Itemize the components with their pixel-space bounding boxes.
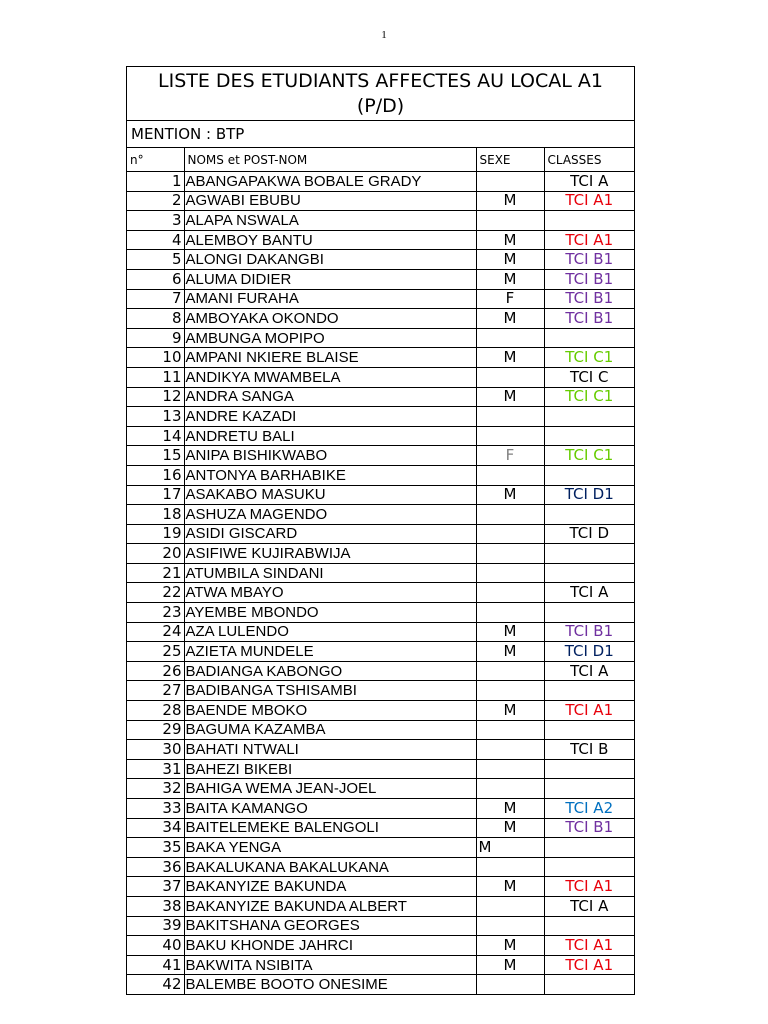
table-row [127,818,634,838]
title-line-1: LISTE DES ETUDIANTS AFFECTES AU LOCAL A1 [158,70,603,92]
student-name: ATWA MBAYO [184,583,476,603]
student-sex [476,896,544,916]
student-sex [476,563,544,583]
student-class [544,857,634,877]
student-sex: F [476,446,544,466]
student-name: AYEMBE MBONDO [184,603,476,623]
student-class: TCI D1 [544,485,634,505]
table-row [127,681,634,701]
student-sex: M [476,622,544,642]
table-row [127,759,634,779]
student-name: ANDIKYA MWAMBELA [184,367,476,387]
row-number: 11 [127,367,184,387]
student-name: ALONGI DAKANGBI [184,250,476,270]
student-class: TCI A [544,661,634,681]
student-class: TCI D1 [544,642,634,662]
row-number: 33 [127,799,184,819]
student-sex [476,524,544,544]
row-number: 12 [127,387,184,407]
row-number: 3 [127,211,184,231]
student-class: TCI C1 [544,348,634,368]
table-row [127,661,634,681]
student-name: ALEMBOY BANTU [184,230,476,250]
student-class [544,505,634,525]
student-class [544,720,634,740]
student-sex [476,583,544,603]
student-class: TCI A1 [544,936,634,956]
student-class [544,544,634,564]
student-name: ANIPA BISHIKWABO [184,446,476,466]
student-class: TCI A1 [544,230,634,250]
mention-label: MENTION : BTP [127,121,634,148]
row-number: 9 [127,328,184,348]
student-class: TCI A1 [544,877,634,897]
row-number: 30 [127,740,184,760]
table-row [127,348,634,368]
table-row [127,740,634,760]
table-row [127,505,634,525]
student-class [544,779,634,799]
student-sex [476,603,544,623]
student-sex: M [476,701,544,721]
student-name: BADIBANGA TSHISAMBI [184,681,476,701]
row-number: 41 [127,955,184,975]
student-sex [476,916,544,936]
row-number: 16 [127,465,184,485]
student-sex [476,505,544,525]
row-number: 25 [127,642,184,662]
student-class: TCI B [544,740,634,760]
student-sex [476,426,544,446]
student-name: BAITA KAMANGO [184,799,476,819]
header-classes: CLASSES [544,148,634,172]
row-number: 15 [127,446,184,466]
student-sex: M [476,818,544,838]
row-number: 6 [127,269,184,289]
student-sex [476,740,544,760]
student-class: TCI B1 [544,622,634,642]
title-line-2: (P/D) [356,95,405,117]
row-number: 10 [127,348,184,368]
header-sex: SEXE [476,148,544,172]
row-number: 38 [127,896,184,916]
student-sex [476,779,544,799]
table-row [127,407,634,427]
table-header-row [127,148,634,172]
row-number: 36 [127,857,184,877]
row-number: 40 [127,936,184,956]
student-sex [476,328,544,348]
student-sex: M [476,642,544,662]
table-row [127,799,634,819]
header-num: n° [127,148,184,172]
student-class: TCI B1 [544,250,634,270]
row-number: 34 [127,818,184,838]
row-number: 19 [127,524,184,544]
row-number: 37 [127,877,184,897]
student-class: TCI B1 [544,818,634,838]
row-number: 29 [127,720,184,740]
row-number: 7 [127,289,184,309]
student-name: BAHIGA WEMA JEAN-JOEL [184,779,476,799]
student-name: BAKWITA NSIBITA [184,955,476,975]
student-sex [476,544,544,564]
table-row [127,269,634,289]
student-name: BAKANYIZE BAKUNDA ALBERT [184,896,476,916]
student-sex [476,661,544,681]
row-number: 5 [127,250,184,270]
student-sex [476,172,544,192]
student-name: ATUMBILA SINDANI [184,563,476,583]
student-class: TCI B1 [544,309,634,329]
student-name: ANDRETU BALI [184,426,476,446]
table-row [127,446,634,466]
student-class [544,603,634,623]
table-row [127,720,634,740]
student-sex: M [476,936,544,956]
row-number: 39 [127,916,184,936]
student-class [544,465,634,485]
row-number: 24 [127,622,184,642]
row-number: 32 [127,779,184,799]
table-row [127,955,634,975]
student-class: TCI B1 [544,269,634,289]
row-number: 4 [127,230,184,250]
student-sex [476,211,544,231]
student-sex [476,975,544,994]
student-name: BAKALUKANA BAKALUKANA [184,857,476,877]
student-sex [476,857,544,877]
student-class [544,916,634,936]
table-row [127,465,634,485]
row-number: 35 [127,838,184,858]
row-number: 26 [127,661,184,681]
student-name: BALEMBE BOOTO ONESIME [184,975,476,994]
table-row [127,857,634,877]
table-row [127,916,634,936]
row-number: 31 [127,759,184,779]
page-number: 1 [381,29,387,41]
table-row [127,367,634,387]
student-class [544,426,634,446]
student-class [544,563,634,583]
student-class: TCI D [544,524,634,544]
table-row [127,642,634,662]
student-name: ALUMA DIDIER [184,269,476,289]
student-class: TCI A1 [544,701,634,721]
row-number: 8 [127,309,184,329]
row-number: 42 [127,975,184,994]
student-name: BAKITSHANA GEORGES [184,916,476,936]
student-class: TCI C1 [544,446,634,466]
student-name: BADIANGA KABONGO [184,661,476,681]
row-number: 28 [127,701,184,721]
row-number: 20 [127,544,184,564]
student-sex: M [476,348,544,368]
header-name: NOMS et POST-NOM [184,148,476,172]
table-row [127,896,634,916]
table-row [127,172,634,192]
table-row [127,583,634,603]
table-row [127,191,634,211]
row-number: 21 [127,563,184,583]
table-row [127,485,634,505]
student-class [544,681,634,701]
student-name: ALAPA NSWALA [184,211,476,231]
student-sex: M [476,485,544,505]
student-name: AZA LULENDO [184,622,476,642]
table-row [127,328,634,348]
student-sex: M [476,269,544,289]
student-name: BAHATI NTWALI [184,740,476,760]
row-number: 22 [127,583,184,603]
student-name: BAKA YENGA [184,838,476,858]
table-row [127,975,634,994]
student-sex [476,681,544,701]
student-sex: M [476,230,544,250]
table-row [127,603,634,623]
table-row [127,524,634,544]
student-class [544,211,634,231]
student-class: TCI A1 [544,955,634,975]
table-row [127,211,634,231]
student-sex: M [476,250,544,270]
student-class: TCI C1 [544,387,634,407]
table-row [127,838,634,858]
student-sex: F [476,289,544,309]
table-row [127,250,634,270]
student-name: BAKU KHONDE JAHRCI [184,936,476,956]
table-row [127,936,634,956]
student-name: BAITELEMEKE BALENGOLI [184,818,476,838]
table-row [127,387,634,407]
student-name: BAGUMA KAZAMBA [184,720,476,740]
row-number: 1 [127,172,184,192]
table-row [127,309,634,329]
table-row [127,289,634,309]
student-name: ASAKABO MASUKU [184,485,476,505]
student-name: ABANGAPAKWA BOBALE GRADY [184,172,476,192]
student-name: BAHEZI BIKEBI [184,759,476,779]
table-row [127,701,634,721]
table-row [127,622,634,642]
student-sex: M [476,387,544,407]
student-sex: M [476,838,544,858]
student-sex [476,759,544,779]
student-sex [476,407,544,427]
student-class: TCI A [544,172,634,192]
student-name: AMPANI NKIERE BLAISE [184,348,476,368]
student-class [544,975,634,994]
table-row [127,230,634,250]
row-number: 14 [127,426,184,446]
student-list-sheet [126,66,635,995]
student-class: TCI C [544,367,634,387]
student-class: TCI B1 [544,289,634,309]
row-number: 13 [127,407,184,427]
students-table [127,148,634,994]
student-name: AMBUNGA MOPIPO [184,328,476,348]
student-name: ANDRE KAZADI [184,407,476,427]
student-name: ANDRA SANGA [184,387,476,407]
row-number: 27 [127,681,184,701]
student-sex: M [476,877,544,897]
student-name: ANTONYA BARHABIKE [184,465,476,485]
row-number: 18 [127,505,184,525]
student-class: TCI A2 [544,799,634,819]
student-name: BAENDE MBOKO [184,701,476,721]
student-sex [476,367,544,387]
student-class: TCI A [544,583,634,603]
student-sex [476,465,544,485]
student-class [544,407,634,427]
row-number: 17 [127,485,184,505]
table-row [127,563,634,583]
student-sex: M [476,799,544,819]
table-row [127,877,634,897]
student-class: TCI A [544,896,634,916]
student-name: BAKANYIZE BAKUNDA [184,877,476,897]
student-class [544,759,634,779]
student-name: AMANI FURAHA [184,289,476,309]
student-name: AZIETA MUNDELE [184,642,476,662]
student-sex: M [476,309,544,329]
page-title [127,67,634,121]
table-row [127,544,634,564]
student-name: ASIFIWE KUJIRABWIJA [184,544,476,564]
student-name: ASIDI GISCARD [184,524,476,544]
student-name: ASHUZA MAGENDO [184,505,476,525]
row-number: 23 [127,603,184,623]
student-sex [476,720,544,740]
table-row [127,779,634,799]
student-sex: M [476,955,544,975]
student-class [544,328,634,348]
student-class [544,838,634,858]
student-name: AGWABI EBUBU [184,191,476,211]
row-number: 2 [127,191,184,211]
student-class: TCI A1 [544,191,634,211]
student-sex: M [476,191,544,211]
table-row [127,426,634,446]
student-name: AMBOYAKA OKONDO [184,309,476,329]
